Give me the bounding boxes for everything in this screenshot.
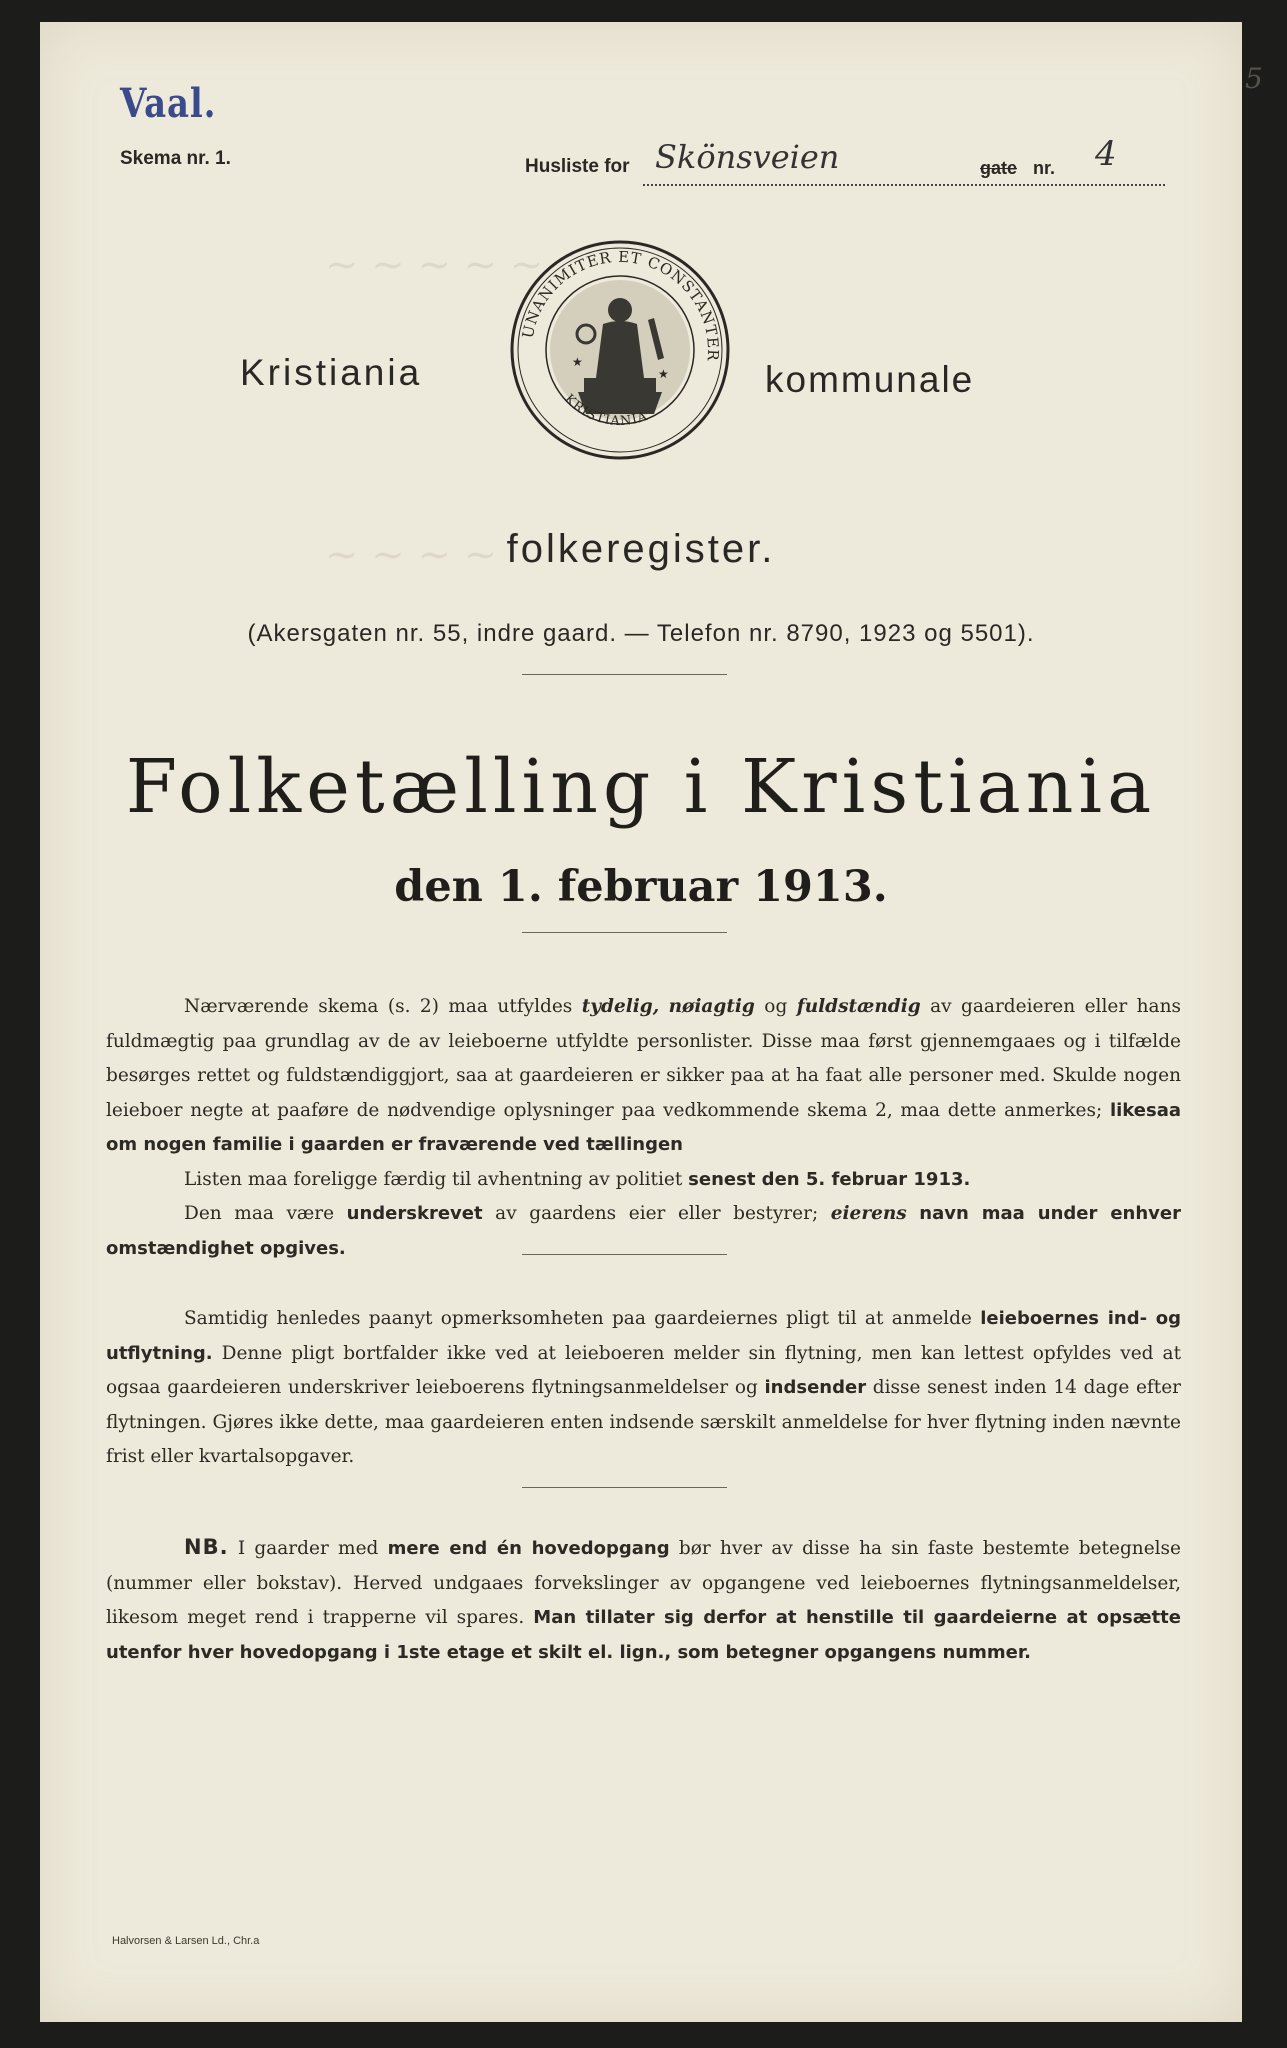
nb-section (106, 1530, 1181, 1670)
divider (522, 1254, 727, 1255)
instruction-paragraph: Nærværende skema (s. 2) maa utfyldes tydelig, nøiagtig og fuldstændig av gaardeieren eller hans fuldmægtig paa grundlag av de av leieboerne utfyldte personlister. Disse maa først gjennemgaaes og i tilfælde besørges rettet og fuldstændiggjort, saa at gaardeieren er sikker paa at ha faat alle personer med. Skulde nogen leieboer negte at paaføre de nødvendige oplysninger paa vedkommende skema 2, maa dette anmerkes; likesaa om nogen familie i gaarden er fraværende ved tællingen (106, 996, 1181, 1155)
seal-bottom-text: KRISTIANIA (561, 391, 650, 430)
masthead-right: kommunale (765, 359, 975, 400)
form-title: Folketælling i Kristiania (125, 744, 1157, 830)
divider (522, 1487, 727, 1488)
instruction-paragraph: Listen maa foreligge færdig til avhentning av politiet senest den 5. februar 1913. (184, 1168, 971, 1190)
form-date: den 1. februar 1913. (394, 862, 888, 912)
dotted-fill-line (643, 184, 1165, 186)
census-form-page (40, 22, 1263, 2022)
bleed-through-text: ~ ~ ~ ~ ~ (325, 242, 544, 288)
instruction-paragraph: Den maa være underskrevet av gaardens eier eller bestyrer; eierens navn maa under enhver omstændighet opgives. (106, 1203, 1181, 1259)
printer-imprint: Halvorsen & Larsen Ld., Chr.a (112, 1935, 260, 1947)
nr-label: nr. (1033, 158, 1056, 178)
page-number: 5 (1245, 62, 1263, 95)
divider (522, 674, 727, 675)
notice-paragraph: Samtidig henledes paanyt opmerksomheten paa gaardeiernes pligt til at anmelde leieboernes ind- og utflytning. Denne pligt bortfalder ikke ved at leieboeren melder sin flytning, men kan lettest opfyldes ved at ogsaa gaardeieren underskriver leieboerens flytningsanmeldelser og indsender disse senest inden 14 dage efter flytningen. Gjøres ikke dette, maa gaardeieren enten indsende særskilt anmeldelse for hver flytning inden nævnte frist eller kvartalsopgaver. (106, 1308, 1182, 1467)
masthead-left: Kristiania (240, 352, 423, 393)
svg-text:★: ★ (572, 355, 583, 369)
husliste-label: Husliste for (525, 156, 630, 177)
divider (522, 932, 727, 933)
masthead-center: folkeregister. (506, 527, 776, 571)
seal-ring-text: UNANIMITER ET CONSTANTER (518, 247, 723, 363)
husliste-field (525, 134, 1165, 188)
street-name-handwritten: Skönsveien (655, 138, 840, 176)
bleed-through-text: ~ ~ ~ ~ (325, 532, 498, 578)
skema-number: Skema nr. 1. (120, 148, 231, 169)
nb-paragraph: NB. I gaarder med mere end én hovedopgang bør hver av disse ha sin faste bestemte betegnelse (nummer eller bokstav). Herved undgaaes forvekslinger av opgangene ved leieboernes flytningsanmeldelser, likesom meget rend i trapperne vil spares. Man tillater sig derfor at henstille til gaardeierne at opsætte utenfor hver hovedopgang i 1ste etage et skilt el. lign., som betegner opgangens nummer. (106, 1535, 1182, 1663)
office-address: (Akersgaten nr. 55, indre gaard. — Telefon nr. 8790, 1923 og 5501). (247, 620, 1035, 647)
moving-notice-section (106, 1302, 1181, 1475)
svg-text:★: ★ (658, 367, 669, 381)
instructions-section (106, 990, 1181, 1266)
gate-label: gate (980, 158, 1018, 178)
kristiania-city-seal (508, 238, 732, 462)
house-number-handwritten: 4 (1095, 134, 1117, 174)
vaal-stamp: Vaal. (120, 80, 217, 127)
